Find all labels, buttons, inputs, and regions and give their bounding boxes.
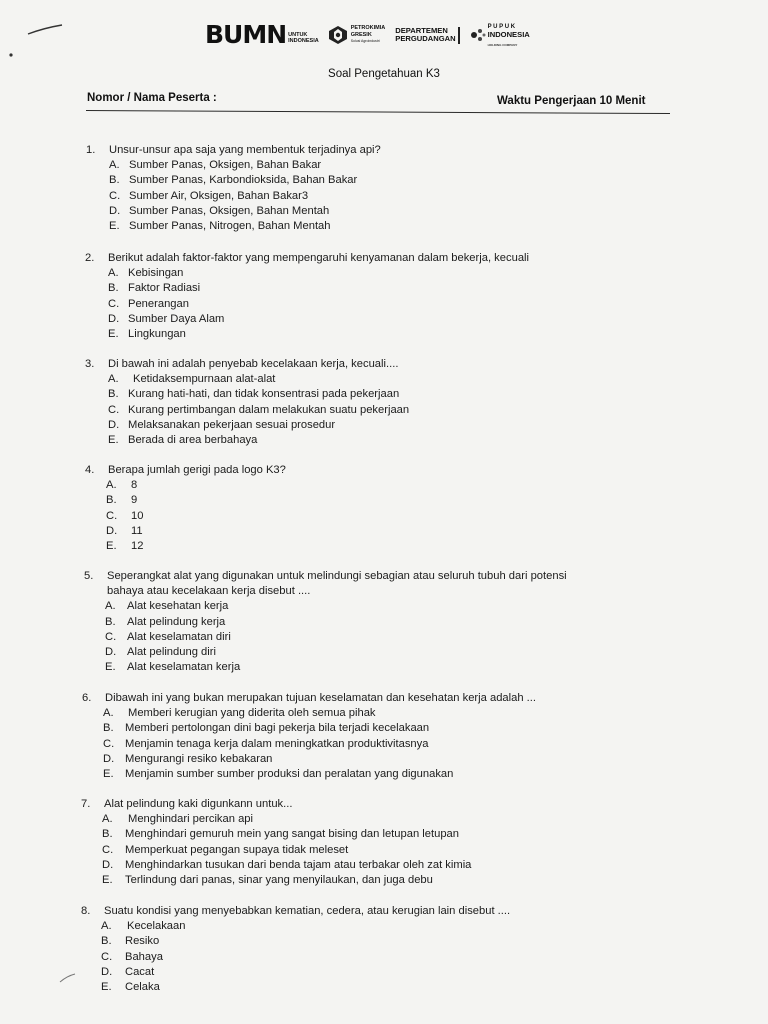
option-letter: E. (109, 220, 120, 233)
option-letter: E. (105, 661, 116, 674)
option-letter: B. (103, 722, 114, 735)
participant-name-label: Nomor / Nama Peserta : (87, 92, 217, 104)
question-number: 5. (84, 570, 94, 582)
option-text: Terlindung dari panas, sinar yang menyilaukan, dan juga debu (125, 874, 433, 887)
option-c (100, 950, 510, 965)
option-letter: E. (106, 540, 117, 553)
question-5-stem (84, 569, 567, 584)
question-number: 1. (86, 144, 96, 156)
option-e (108, 219, 381, 234)
option-letter: B. (101, 935, 112, 948)
question-7-options (81, 812, 471, 888)
option-text: Ketidaksempurnaan alat-alat (133, 373, 276, 386)
option-a (100, 919, 510, 934)
question-1 (86, 143, 381, 234)
option-letter: A. (106, 479, 117, 492)
question-text: Seperangkat alat yang digunakan untuk melindungi sebagian atau seluruh tubuh dari potensi (107, 570, 567, 582)
option-letter: D. (105, 646, 117, 659)
option-b (101, 827, 471, 842)
bumn-sub-line-1: UNTUK (288, 32, 308, 38)
option-text: 12 (131, 540, 144, 553)
petrokimia-tagline: Solusi Agroindustri (350, 39, 380, 44)
option-b (107, 387, 409, 402)
option-text: 8 (131, 479, 138, 492)
option-letter: A. (108, 267, 119, 280)
question-text: bahaya atau kecelakaan kerja disebut .... (107, 585, 311, 598)
option-text: Menghindari gemuruh mein yang sangat bising dan letupan letupan (125, 828, 459, 841)
question-text: Suatu kondisi yang menyebabkan kematian, cedera, atau kerugian lain disebut .... (104, 905, 511, 917)
question-2-options (85, 266, 529, 342)
option-a (101, 812, 471, 827)
option-text: Cacat (125, 965, 155, 978)
question-text: Berikut adalah faktor-faktor yang mempengaruhi kenyamanan dalam bekerja, kecuali (108, 252, 530, 264)
question-number: 2. (85, 252, 95, 264)
option-text: Sumber Panas, Oksigen, Bahan Bakar (129, 159, 322, 172)
option-text: 11 (131, 524, 143, 537)
question-text: Di bawah ini adalah penyebab kecelakaan kerja, kecuali.... (108, 358, 399, 370)
pupuk-indonesia-logo (470, 22, 530, 49)
option-text: Berada di area berbahaya (128, 434, 258, 447)
question-8-options (81, 919, 510, 995)
option-b (102, 721, 536, 736)
option-text: Memperkuat pegangan supaya tidak meleset (125, 843, 349, 856)
departemen-line-2: PERGUDANGAN (395, 34, 456, 43)
question-4 (85, 463, 286, 554)
option-d (104, 645, 567, 660)
question-2 (85, 251, 529, 342)
option-d (102, 752, 536, 767)
option-text: Sumber Panas, Nitrogen, Bahan Mentah (129, 220, 331, 233)
time-limit-label: Waktu Pengerjaan 10 Menit (497, 95, 646, 107)
question-number: 7. (81, 798, 91, 810)
question-number: 6. (82, 692, 92, 704)
option-text: Mengurangi resiko kebakaran (125, 752, 273, 765)
question-6 (82, 691, 536, 782)
option-b (107, 281, 529, 296)
option-text: Sumber Air, Oksigen, Bahan Bakar3 (129, 189, 309, 202)
bumn-sub-line-2: INDONESIA (288, 38, 319, 44)
option-e (105, 539, 286, 554)
option-letter: E. (102, 874, 113, 887)
option-letter: C. (105, 630, 117, 643)
option-text: Sumber Panas, Oksigen, Bahan Mentah (129, 204, 330, 217)
scan-stroke-mark (26, 22, 66, 38)
petrokimia-logo (327, 25, 386, 45)
pupuk-sub: HOLDING COMPANY (487, 42, 518, 47)
option-b (105, 493, 286, 508)
question-1-options (86, 158, 381, 234)
option-text: Penerangan (128, 297, 189, 310)
scan-dot-mark (8, 52, 14, 58)
option-e (102, 767, 536, 782)
option-text: Alat pelindung kerja (127, 615, 226, 628)
option-text: Memberi kerugian yang diderita oleh semua pihak (128, 707, 376, 720)
option-text: Celaka (125, 981, 160, 994)
option-d (107, 312, 529, 327)
option-d (101, 858, 471, 873)
petrokimia-line-2: GRESIK (350, 31, 372, 38)
option-c (101, 843, 471, 858)
option-text: Lingkungan (128, 328, 186, 341)
question-6-options (82, 706, 536, 782)
question-5-stem-line-2 (84, 584, 567, 599)
option-letter: D. (103, 752, 115, 765)
question-4-stem (85, 463, 286, 478)
option-text: Sumber Panas, Karbondioksida, Bahan Bakar (129, 174, 358, 187)
option-e (104, 660, 567, 675)
question-6-stem (82, 691, 536, 706)
option-c (108, 189, 381, 204)
option-e (101, 873, 471, 888)
option-letter: E. (101, 981, 112, 994)
option-letter: D. (102, 858, 114, 871)
option-text: 9 (131, 494, 138, 507)
option-text: Alat pelindung diri (127, 646, 216, 659)
option-letter: C. (103, 737, 115, 750)
question-text: Berapa jumlah gerigi pada logo K3? (108, 464, 286, 476)
option-text: Kecelakaan (127, 920, 186, 933)
option-text: Faktor Radiasi (128, 282, 201, 295)
option-letter: B. (109, 174, 120, 187)
question-number: 4. (85, 464, 95, 476)
departemen-line-1: DEPARTEMEN (395, 25, 448, 35)
option-text: Bahaya (125, 950, 163, 963)
option-b (100, 934, 510, 949)
pupuk-logo-text (488, 22, 530, 49)
question-3 (85, 357, 409, 448)
option-c (107, 297, 529, 312)
question-number: 3. (85, 358, 95, 370)
option-e (100, 980, 510, 995)
option-text: Alat keselamatan diri (127, 630, 231, 643)
option-text: Kurang pertimbangan dalam melakukan suatu pekerjaan (128, 403, 410, 416)
bumn-logo-word: BUMN (205, 20, 287, 49)
option-a (104, 599, 567, 614)
option-text: Melaksanakan pekerjaan sesuai prosedur (128, 418, 336, 431)
option-letter: C. (109, 189, 121, 202)
option-text: Alat kesehatan kerja (127, 600, 229, 613)
question-text: Dibawah ini yang bukan merupakan tujuan keselamatan dan kesehatan kerja adalah ... (105, 692, 537, 704)
option-letter: D. (101, 965, 113, 978)
option-a (108, 158, 381, 173)
option-a (105, 478, 286, 493)
option-c (102, 737, 536, 752)
question-number: 8. (81, 905, 91, 917)
option-d (105, 524, 286, 539)
option-a (107, 372, 409, 387)
petrokimia-emblem-icon (327, 25, 349, 45)
option-d (107, 418, 409, 433)
option-letter: B. (108, 282, 119, 295)
option-e (107, 327, 529, 342)
option-text: Menjamin tenaga kerja dalam meningkatkan produktivitasnya (125, 737, 429, 750)
option-letter: B. (106, 494, 117, 507)
question-8 (81, 904, 510, 995)
question-3-options (85, 372, 409, 448)
option-text: Resiko (125, 935, 160, 948)
option-letter: A. (109, 159, 120, 172)
option-letter: D. (108, 418, 120, 431)
option-letter: C. (108, 297, 120, 310)
question-7-stem (81, 797, 471, 812)
option-b (104, 615, 567, 630)
option-text: Memberi pertolongan dini bagi pekerja bila terjadi kecelakaan (125, 722, 430, 735)
option-letter: D. (109, 204, 121, 217)
header-logos (205, 20, 530, 50)
departemen-logo-text (395, 27, 459, 44)
option-letter: C. (101, 950, 113, 963)
option-letter: A. (103, 707, 114, 720)
question-5-options (84, 599, 567, 675)
option-letter: A. (105, 600, 116, 613)
option-text: Menghindari percikan api (128, 813, 254, 826)
question-2-stem (85, 251, 529, 266)
option-letter: D. (108, 312, 120, 325)
header-divider (86, 110, 670, 114)
bumn-logo (205, 20, 319, 49)
question-5 (84, 569, 567, 675)
option-c (104, 630, 567, 645)
option-letter: C. (106, 509, 118, 522)
option-a (107, 266, 529, 281)
option-letter: C. (102, 843, 114, 856)
option-d (108, 204, 381, 219)
option-d (100, 965, 510, 980)
question-number-spacer (84, 584, 106, 599)
option-letter: E. (108, 328, 119, 341)
option-c (107, 403, 409, 418)
option-letter: C. (108, 403, 120, 416)
option-letter: B. (105, 615, 116, 628)
scan-stroke-mark-bottom (58, 972, 78, 984)
option-text: Menghindarkan tusukan dari benda tajam atau terbakar oleh zat kimia (125, 858, 472, 871)
question-8-stem (81, 904, 510, 919)
option-text: 10 (131, 509, 144, 522)
option-letter: A. (101, 920, 112, 933)
option-letter: A. (102, 813, 113, 826)
option-c (105, 509, 286, 524)
option-letter: D. (106, 524, 118, 537)
departemen-logo (395, 27, 459, 44)
option-letter: A. (108, 373, 119, 386)
petrokimia-line-1: PETROKIMIA (350, 25, 386, 32)
option-letter: E. (108, 434, 119, 447)
option-letter: B. (108, 388, 119, 401)
bumn-logo-subtitle (288, 32, 319, 44)
option-text: Alat keselamatan kerja (127, 661, 241, 674)
option-letter: B. (102, 828, 113, 841)
question-7 (81, 797, 471, 888)
pupuk-line-2: INDONESIA (487, 30, 530, 40)
question-1-stem (86, 143, 381, 158)
option-text: Kurang hati-hati, dan tidak konsentrasi pada pekerjaan (128, 388, 400, 401)
petrokimia-logo-text (351, 25, 386, 45)
option-e (107, 433, 409, 448)
option-text: Sumber Daya Alam (128, 312, 225, 325)
question-text: Alat pelindung kaki digunkann untuk... (104, 798, 293, 810)
option-b (108, 173, 381, 188)
option-text: Kebisingan (128, 267, 184, 280)
question-3-stem (85, 357, 409, 372)
question-4-options (85, 478, 286, 554)
option-a (102, 706, 536, 721)
option-text: Menjamin sumber sumber produksi dan peralatan yang digunakan (125, 768, 454, 781)
question-text: Unsur-unsur apa saja yang membentuk terjadinya api? (109, 144, 381, 156)
option-letter: E. (103, 768, 114, 781)
pupuk-dots-icon (470, 28, 486, 42)
pupuk-line-1: P U P U K (487, 23, 516, 30)
page-title: Soal Pengetahuan K3 (328, 68, 440, 80)
